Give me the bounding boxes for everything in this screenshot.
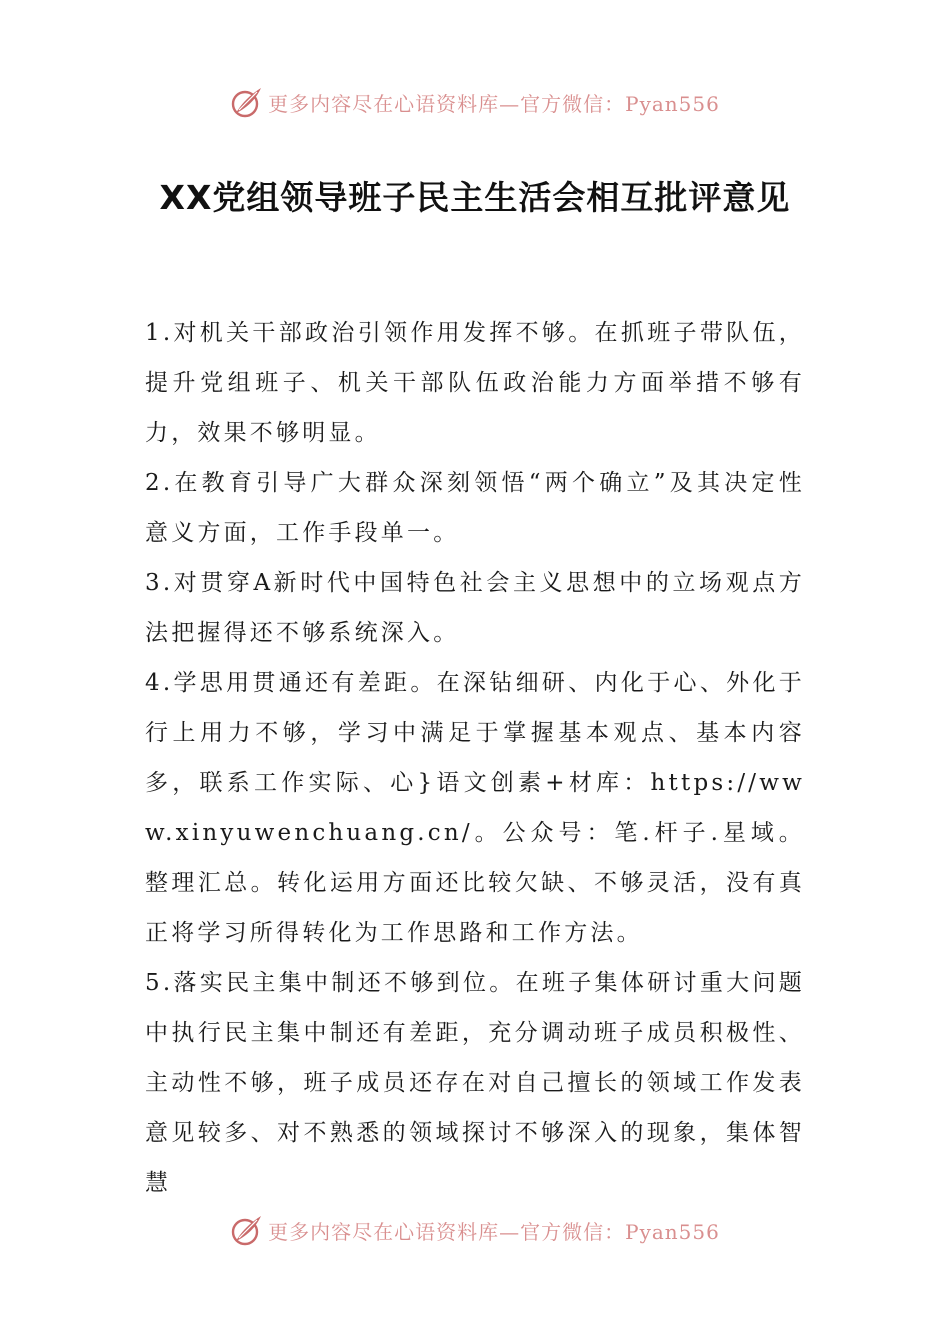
header-banner [0,82,950,122]
document-body [145,308,805,1208]
footer-banner-text: 更多内容尽在心语资料库—官方微信：Pyan556 [268,1219,720,1244]
paragraph-3: 3.对贯穿A新时代中国特色社会主义思想中的立场观点方法把握得还不够系统深入。 [145,570,805,646]
paragraph-1: 1.对机关干部政治引领作用发挥不够。在抓班子带队伍，提升党组班子、机关干部队伍政治能力方面举措不够有力，效果不够明显。 [145,320,805,446]
feather-pen-logo-icon [230,1213,264,1247]
paragraph-5: 5.落实民主集中制还不够到位。在班子集体研讨重大问题中执行民主集中制还有差距，充分调动班子成员积极性、主动性不够，班子成员还存在对自己擅长的领域工作发表意见较多、对不熟悉的领域探讨不够深入的现象，集体智慧 [145,970,805,1196]
document-title: XX党组领导班子民主生活会相互批评意见 [159,178,791,217]
paragraph-2: 2.在教育引导广大群众深刻领悟“两个确立”及其决定性意义方面，工作手段单一。 [145,470,805,546]
header-banner-text: 更多内容尽在心语资料库—官方微信：Pyan556 [268,91,720,116]
feather-pen-logo-icon [230,85,264,119]
footer-banner [0,1210,950,1250]
paragraph-4: 4.学思用贯通还有差距。在深钻细研、内化于心、外化于行上用力不够，学习中满足于掌握基本观点、基本内容多，联系工作实际、心}语文创素+材库：https://www.xinyuwenchuang.cn/。公众号：笔.杆子.星域。整理汇总。转化运用方面还比较欠缺、不够灵活，没有真正将学习所得转化为工作思路和工作方法。 [145,670,805,946]
